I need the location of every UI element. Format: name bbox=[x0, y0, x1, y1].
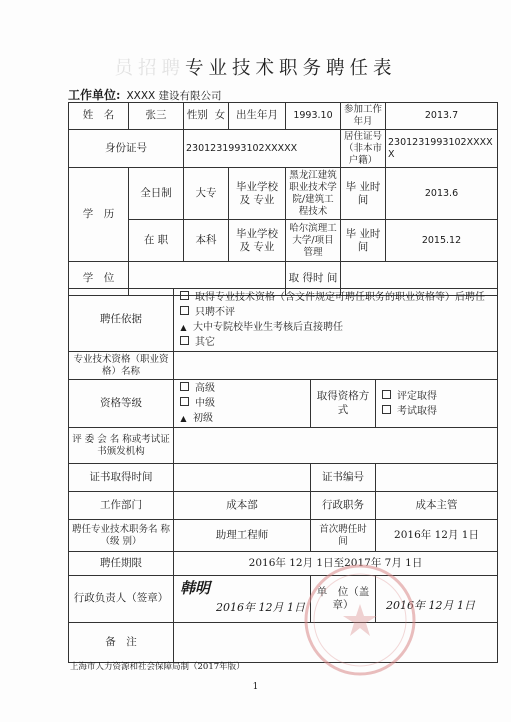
admin-post-label: 行政职务 bbox=[311, 492, 376, 520]
work-unit-value: XXXX 建设有限公司 bbox=[126, 90, 222, 102]
id-label: 身份证号 bbox=[69, 129, 184, 168]
inservice-edu-value: 本科 bbox=[184, 220, 229, 262]
basis-label: 聘任依据 bbox=[69, 289, 174, 352]
cert-time-value bbox=[174, 464, 311, 492]
basis-option-label: 其它 bbox=[195, 337, 215, 348]
degree-label: 学 位 bbox=[69, 262, 129, 296]
period-label: 聘任期限 bbox=[69, 552, 174, 576]
basis-option bbox=[176, 305, 495, 320]
fulltime-edu-value: 大专 bbox=[184, 168, 229, 220]
method-option bbox=[378, 404, 495, 419]
inservice-grad-label: 毕 业时 间 bbox=[341, 220, 386, 262]
fulltime-grad-label: 毕 业时 间 bbox=[341, 168, 386, 220]
first-appoint-label: 首次聘任时 间 bbox=[311, 520, 376, 552]
title-main: 专业技术职务聘任表 bbox=[185, 58, 397, 79]
inservice-label: 在 职 bbox=[129, 220, 184, 262]
leader-signature: 韩明 bbox=[180, 579, 211, 597]
remarks-value bbox=[174, 623, 498, 663]
committee-label: 评 委 会 名 称或考试证书颁发机构 bbox=[69, 428, 174, 464]
gender-label: 性别 bbox=[186, 109, 208, 122]
admin-post-value: 成本主管 bbox=[376, 492, 498, 520]
basis-options bbox=[174, 289, 498, 352]
method-option bbox=[378, 389, 495, 404]
dept-value: 成本部 bbox=[174, 492, 311, 520]
checked-mark-icon[interactable]: ▲ bbox=[180, 414, 187, 423]
basis-option bbox=[176, 335, 495, 350]
page-number: 1 bbox=[252, 682, 259, 692]
degree-time-label: 取 得时 间 bbox=[286, 262, 341, 296]
checkbox-icon[interactable] bbox=[382, 405, 391, 414]
appoint-title-label: 聘任专业技术职务名 称（级 别） bbox=[69, 520, 174, 552]
title-faded-prefix: 员招聘 bbox=[114, 58, 185, 79]
qualification-label: 专业技术资格（职业资格）名称 bbox=[69, 352, 174, 380]
personal-info-table bbox=[68, 102, 498, 296]
level-options bbox=[174, 380, 311, 428]
basis-option-label: 大中专院校毕业生考核后直接聘任 bbox=[193, 322, 343, 333]
work-unit-line bbox=[68, 86, 222, 103]
level-option-label: 中级 bbox=[195, 398, 215, 409]
first-appoint-value: 2016年 12月 1日 bbox=[376, 520, 498, 552]
inservice-school-label: 毕业学校及 专业 bbox=[229, 220, 286, 262]
checkbox-icon[interactable] bbox=[180, 397, 189, 406]
birth-value: 1993.10 bbox=[286, 103, 341, 130]
fulltime-label: 全日制 bbox=[129, 168, 184, 220]
remarks-label: 备 注 bbox=[69, 623, 174, 663]
inservice-school-value: 哈尔滨理工大学/项目管理 bbox=[286, 220, 341, 262]
level-label: 资格等级 bbox=[69, 380, 174, 428]
appoint-title-value: 助理工程师 bbox=[174, 520, 311, 552]
checkbox-icon[interactable] bbox=[180, 336, 189, 345]
work-start-value: 2013.7 bbox=[386, 103, 498, 130]
level-option-label: 高级 bbox=[195, 383, 215, 394]
work-start-label: 参加工作年月 bbox=[341, 103, 386, 130]
method-option-label: 考试取得 bbox=[397, 405, 437, 417]
cert-no-value bbox=[376, 464, 498, 492]
obtain-method-label: 取得资格方 式 bbox=[311, 380, 376, 428]
level-option-label: 初级 bbox=[193, 413, 213, 424]
cert-no-label: 证书编号 bbox=[311, 464, 376, 492]
leader-label: 行政负责人（签章） bbox=[69, 576, 174, 623]
fulltime-school-label: 毕业学校及 专业 bbox=[229, 168, 286, 220]
checked-mark-icon[interactable]: ▲ bbox=[180, 323, 187, 332]
checkbox-icon[interactable] bbox=[382, 390, 391, 399]
basis-option-label: 取得专业技术资格（含文件规定可聘任职务的职业资格等）后聘任 bbox=[195, 292, 485, 303]
fulltime-grad-value: 2013.6 bbox=[386, 168, 498, 220]
checkbox-icon[interactable] bbox=[180, 306, 189, 315]
basis-option bbox=[176, 320, 495, 335]
gender-value: 女 bbox=[214, 109, 226, 122]
leader-sign-area bbox=[176, 577, 308, 621]
work-unit-label: 工作单位: bbox=[68, 88, 121, 102]
unit-date: 2016年 12月 1日 bbox=[386, 599, 475, 612]
id-value: 2301231993102XXXXX bbox=[184, 129, 341, 168]
basis-option bbox=[176, 290, 495, 305]
appointment-table bbox=[68, 288, 498, 663]
checkbox-icon[interactable] bbox=[180, 291, 189, 300]
cert-time-label: 证书取得时间 bbox=[69, 464, 174, 492]
name-label: 姓 名 bbox=[69, 103, 129, 130]
checkbox-icon[interactable] bbox=[180, 382, 189, 391]
gender-cell bbox=[184, 103, 229, 130]
qualification-value bbox=[174, 352, 498, 380]
unit-seal-label: 单 位（盖章） bbox=[311, 576, 376, 623]
form-title bbox=[0, 54, 511, 80]
inservice-grad-value: 2015.12 bbox=[386, 220, 498, 262]
level-option bbox=[176, 396, 308, 411]
residence-value: 2301231993102XXXXX bbox=[386, 129, 498, 168]
fulltime-school-value: 黑龙江建筑职业技术学院/建筑工程技术 bbox=[286, 168, 341, 220]
footer-issuer: 上海市人力资源和社会保障局制（2017年版） bbox=[70, 662, 245, 672]
residence-label: 居住证号（非本市户籍） bbox=[341, 129, 386, 168]
level-option bbox=[176, 411, 308, 426]
leader-sign-cell bbox=[174, 576, 311, 623]
period-value: 2016年 12月 1日至2017年 7月 1日 bbox=[174, 552, 498, 576]
committee-value bbox=[174, 428, 498, 464]
name-value: 张三 bbox=[129, 103, 184, 130]
basis-option-label: 只聘不评 bbox=[195, 307, 235, 318]
method-option-label: 评定取得 bbox=[397, 390, 437, 402]
method-options bbox=[376, 380, 498, 428]
education-label: 学 历 bbox=[69, 168, 129, 262]
leader-date: 2016年 12月 1日 bbox=[216, 601, 305, 614]
birth-label: 出生年月 bbox=[229, 103, 286, 130]
level-option bbox=[176, 381, 308, 396]
unit-sign-cell bbox=[376, 576, 498, 623]
unit-sign-area bbox=[378, 577, 495, 621]
dept-label: 工作部门 bbox=[69, 492, 174, 520]
